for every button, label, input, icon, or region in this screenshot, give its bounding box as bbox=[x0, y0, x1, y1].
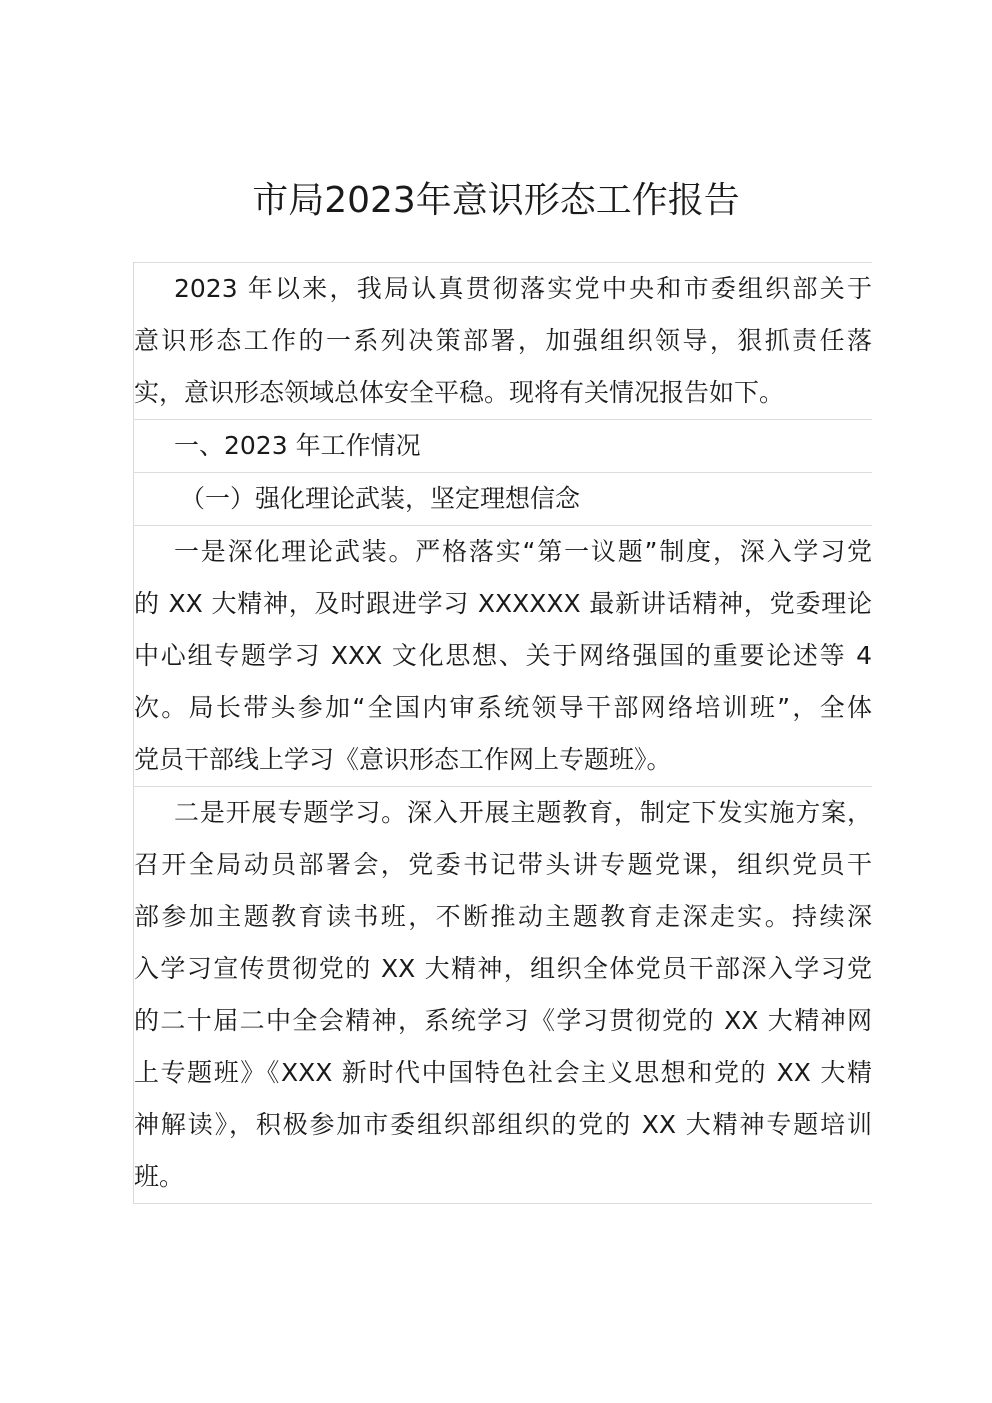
para2-line-2: 召开全局动员部署会，党委书记带头讲专题党课，组织党员干 bbox=[134, 850, 872, 879]
document-body bbox=[133, 262, 872, 1204]
intro-paragraph bbox=[134, 262, 872, 419]
paragraph-special-study bbox=[134, 786, 872, 1204]
subsection-heading bbox=[134, 472, 872, 525]
subsection-1-heading: （一）强化理论武装，坚定理想信念 bbox=[180, 484, 581, 513]
document-title: 市局2023年意识形态工作报告 bbox=[252, 180, 740, 221]
para1-line-4: 次。局长带头参加“全国内审系统领导干部网络培训班”，全体 bbox=[134, 693, 872, 722]
para1-line-2: 的 XX 大精神，及时跟进学习 XXXXXX 最新讲话精神，党委理论 bbox=[134, 589, 872, 618]
intro-line-3: 实，意识形态领域总体安全平稳。现将有关情况报告如下。 bbox=[134, 378, 785, 407]
intro-line-1: 2023 年以来，我局认真贯彻落实党中央和市委组织部关于 bbox=[174, 274, 872, 303]
para2-line-3: 部参加主题教育读书班，不断推动主题教育走深走实。持续深 bbox=[134, 902, 872, 931]
section-heading bbox=[134, 419, 872, 472]
para2-line-6: 上专题班》《XXX 新时代中国特色社会主义思想和党的 XX 大精 bbox=[134, 1058, 872, 1087]
intro-line-2: 意识形态工作的一系列决策部署，加强组织领导，狠抓责任落 bbox=[134, 326, 872, 355]
para2-line-7: 神解读》，积极参加市委组织部组织的党的 XX 大精神专题培训 bbox=[134, 1110, 872, 1139]
para2-line-5: 的二十届二中全会精神，系统学习《学习贯彻党的 XX 大精神网 bbox=[134, 1006, 872, 1035]
para2-line-1: 二是开展专题学习。深入开展主题教育，制定下发实施方案， bbox=[174, 798, 872, 827]
para1-line-5: 党员干部线上学习《意识形态工作网上专题班》。 bbox=[134, 745, 672, 774]
paragraph-theory-study bbox=[134, 525, 872, 786]
para2-line-8: 班。 bbox=[134, 1162, 185, 1191]
para1-line-1: 一是深化理论武装。严格落实“第一议题”制度，深入学习党 bbox=[174, 537, 872, 566]
section-1-heading: 一、2023 年工作情况 bbox=[174, 431, 421, 460]
para2-line-4: 入学习宣传贯彻党的 XX 大精神，组织全体党员干部深入学习党 bbox=[134, 954, 872, 983]
para1-line-3: 中心组专题学习 XXX 文化思想、关于网络强国的重要论述等 4 bbox=[134, 641, 872, 670]
